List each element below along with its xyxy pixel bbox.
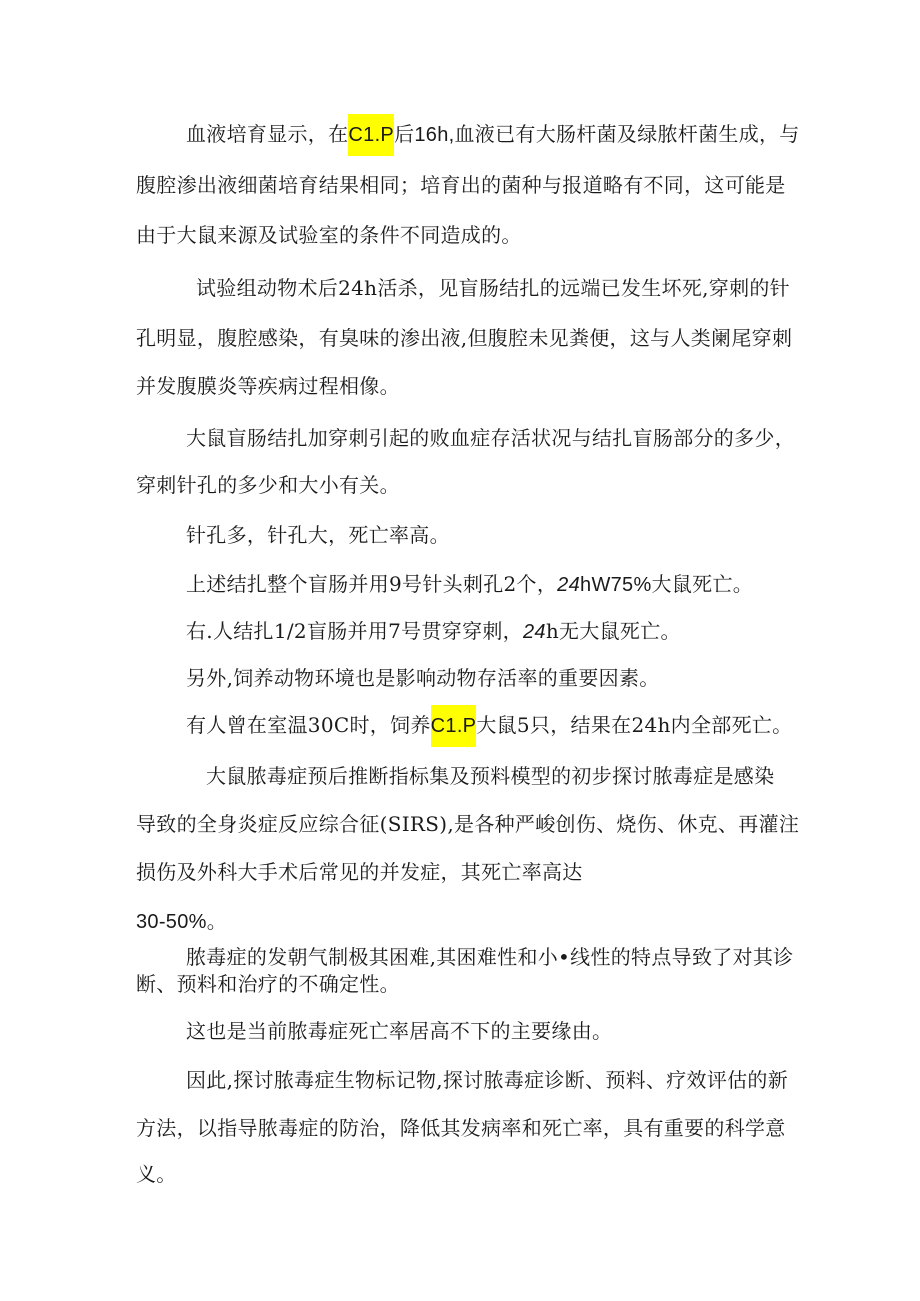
paragraph-2-line-3: 并发腹膜炎等疾病过程相像。 [136, 374, 400, 398]
text-run: 右.人结扎1/2盲肠并用7号贯穿穿刺， [186, 619, 523, 643]
paragraph-1-line-2: 腹腔渗出液细菌培育结果相同；培育出的菌种与报道略有不同，这可能是 [136, 173, 786, 197]
paragraph-2-line-1: 试验组动物术后24h活杀，见盲肠结扎的远端已发生坏死,穿刺的针 [196, 276, 790, 300]
text-run-italic: 24 [522, 621, 546, 643]
paragraph-8 [186, 711, 792, 740]
paragraph-12-line-3: 义。 [136, 1162, 177, 1186]
text-run: 有人曾在室温30C时，饲养 [186, 713, 431, 737]
paragraph-2-line-2: 孔明显，腹腔感染，有臭味的渗出液,但腹腔未见粪便，这与人类阑尾穿刺 [136, 326, 793, 350]
highlighted-text: C1.P [431, 705, 477, 747]
highlighted-text: C1.P [348, 114, 394, 156]
paragraph-5 [186, 570, 753, 599]
paragraph-1-line-1 [186, 120, 800, 149]
paragraph-3-line-2: 穿刺针孔的多少和大小有关。 [136, 473, 400, 497]
text-run: h无大鼠死亡。 [545, 619, 681, 643]
paragraph-3-line-1: 大鼠盲肠结扎加穿刺引起的败血症存活状况与结扎盲肠部分的多少， [186, 426, 795, 450]
paragraph-7: 另外,饲养动物环境也是影响动物存活率的重要因素。 [186, 666, 660, 690]
text-run: 大鼠5只，结果在24h内全部死亡。 [476, 713, 793, 737]
paragraph-9-line-1: 大鼠脓毒症预后推断指标集及预料模型的初步探讨脓毒症是感染 [206, 764, 775, 788]
paragraph-6 [186, 617, 681, 646]
paragraph-9-line-4: 30-50%。 [136, 911, 228, 933]
paragraph-12-line-2: 方法，以指导脓毒症的防治，降低其发病率和死亡率，具有重要的科学意 [136, 1116, 786, 1140]
paragraph-4: 针孔多，针孔大，死亡率高。 [186, 523, 450, 547]
paragraph-1-line-3: 由于大鼠来源及试验室的条件不同造成的。 [136, 223, 522, 247]
text-run-italic: 24 [557, 574, 581, 596]
text-run: 后16h,血液已有大肠杆菌及绿脓杆菌生成，与 [394, 124, 800, 146]
text-run: 血液培育显示，在 [186, 122, 349, 146]
paragraph-9-line-3: 损伤及外科大手术后常见的并发症，其死亡率高达 [136, 860, 583, 884]
text-run: 上述结扎整个盲肠并用9号针头刺孔2个， [186, 572, 558, 596]
text-run: hW75%大鼠死亡。 [580, 574, 754, 596]
paragraph-11: 这也是当前脓毒症死亡率居高不下的主要缘由。 [186, 1019, 613, 1043]
paragraph-10-line-2: 断、预料和治疗的不确定性。 [136, 972, 400, 996]
paragraph-9-line-2: 导致的全身炎症反应综合征(SIRS),是各种严峻创伤、烧伤、休克、再灌注 [136, 812, 800, 836]
paragraph-10-line-1: 脓毒症的发朝气制极其困难,其困难性和小•线性的特点导致了对其诊 [186, 945, 794, 969]
paragraph-12-line-1: 因此,探讨脓毒症生物标记物,探讨脓毒症诊断、预料、疗效评估的新 [186, 1068, 789, 1092]
